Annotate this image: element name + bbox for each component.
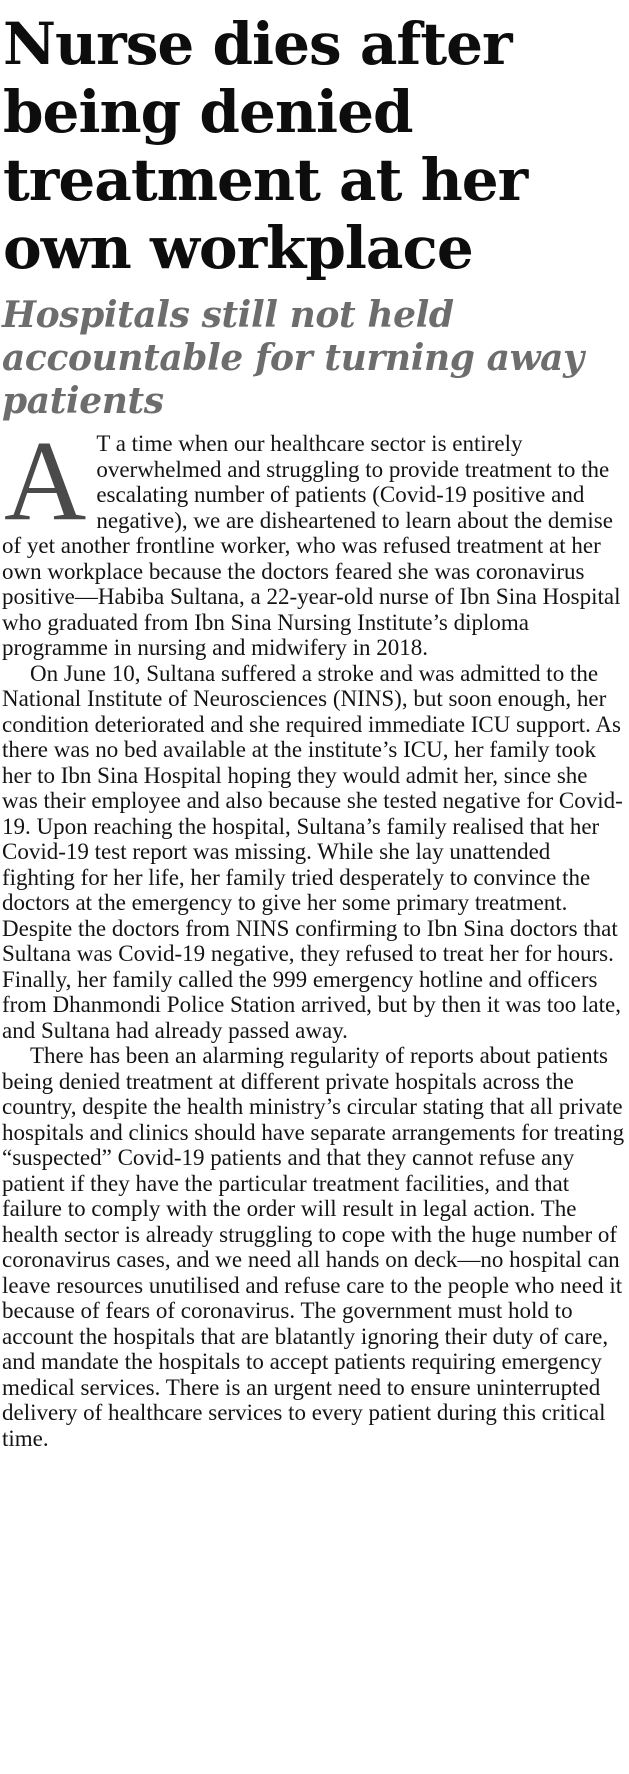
lead-paragraph-text: T a time when our healthcare sector is entirely overwhelmed and struggling to provide treatment to the escalating number of patients (Covid-19 positive and negative), we are disheartened to learn about the demise of yet another frontline worker, who was refused treatment at her own workplace because the doctors feared she was coronavirus positive—Habiba Sultana, a 22-year-old nurse of Ibn Sina Hospital who graduated from Ibn Sina Nursing Institute’s diploma programme in nursing and midwifery in 2018. — [2, 431, 621, 660]
headline: Nurse dies after being denied treatment at her own workplace — [3, 10, 528, 282]
body-paragraph-3: There has been an alarming regularity of reports about patients being denied treatment at different private hospitals across the country, despite the health ministry’s circular stating that all private hospitals and clinics should have separate arrangements for treating “suspected” Covid-19 patients and that they cannot refuse any patient if they have the particular treatment facilities, and that failure to comply with the order will result in legal action. The health sector is already struggling to cope with the huge number of coronavirus cases, and we need all hands on deck—no hospital can leave resources unutilised and refuse care to the people who need it because of fears of coronavirus. The government must hold to account the hospitals that are blatantly ignoring their duty of care, and mandate the hospitals to accept patients requiring emergency medical services. There is an urgent need to ensure uninterrupted delivery of healthcare services to every patient during this critical time. — [2, 1043, 625, 1451]
lead-paragraph — [2, 417, 627, 661]
body-paragraph-2: On June 10, Sultana suffered a stroke and was admitted to the National Institute of Neurosciences (NINS), but soon enough, her condition deteriorated and she required immediate ICU support. As there was no bed available at the institute’s ICU, her family took her to Ibn Sina Hospital hoping they would admit her, since she was their employee and also because she tested negative for Covid-19. Upon reaching the hospital, Sultana’s family realised that her Covid-19 test report was missing. While she lay unattended fighting for her life, her family tried desperately to convince the doctors at the emergency to give her some primary treatment. Despite the doctors from NINS confirming to Ibn Sina doctors that Sultana was Covid-19 negative, they refused to treat her for hours. Finally, her family called the 999 emergency hotline and officers from Dhanmondi Police Station arrived, but by then it was too late, and Sultana had already passed away. — [2, 660, 623, 1043]
article-body — [0, 417, 629, 1451]
drop-cap: A — [4, 417, 87, 544]
subheadline: Hospitals still not held accountable for turning away patients — [2, 294, 584, 422]
